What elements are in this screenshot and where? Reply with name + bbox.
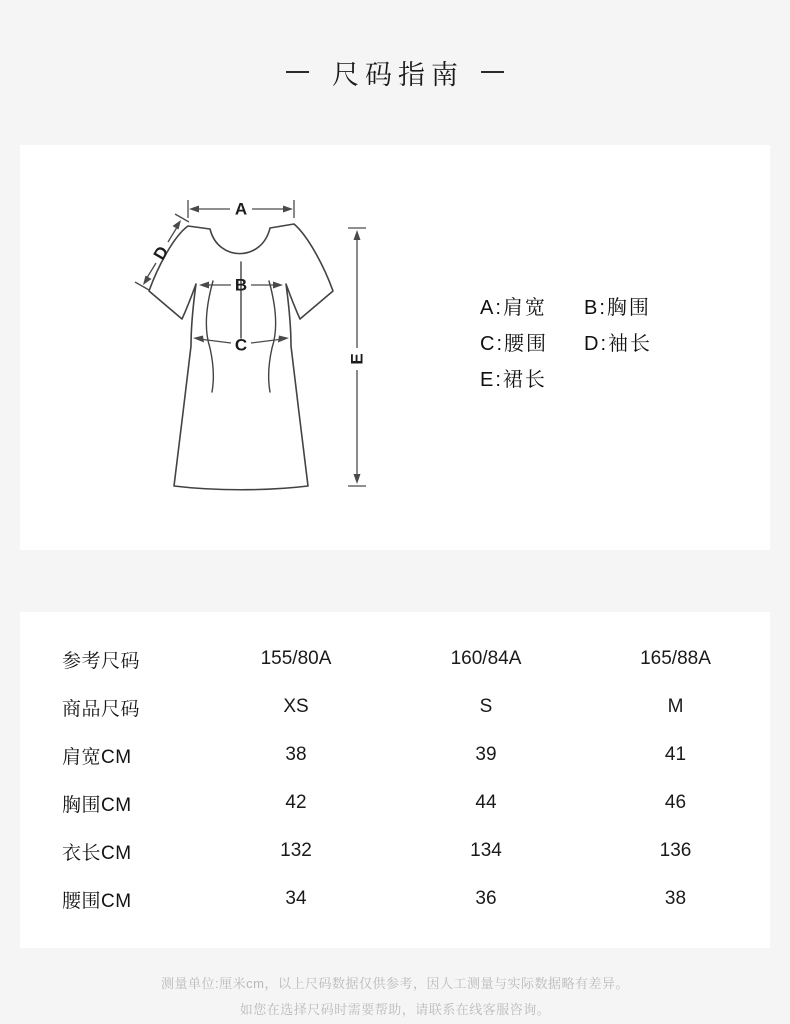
page-title: 尺码指南 (332, 59, 464, 90)
row-value: 39 (475, 744, 497, 765)
table-row-garment-length-cm (20, 827, 770, 875)
row-value: 46 (664, 792, 687, 813)
legend-item-waist: C:腰围 (480, 333, 548, 355)
row-value: 165/88A (640, 648, 711, 669)
row-value: 136 (659, 840, 692, 861)
row-value: 134 (470, 840, 502, 861)
row-value: 38 (664, 888, 687, 909)
size-table-card (20, 612, 770, 948)
row-value: S (479, 696, 493, 717)
size-table (20, 612, 770, 923)
measure-label-c: C (234, 335, 248, 355)
row-label: 衣长CM (62, 842, 132, 864)
row-value: 42 (285, 792, 307, 813)
legend-item-length: E:裙长 (480, 369, 547, 391)
table-row-waist-cm (20, 875, 770, 923)
legend-item-shoulder: A:肩宽 (480, 297, 547, 319)
row-label: 商品尺码 (62, 698, 141, 720)
title-dash-left (286, 71, 309, 73)
size-diagram-card (20, 145, 770, 550)
row-value: 36 (475, 888, 497, 909)
row-value: 155/80A (260, 648, 332, 669)
measurement-legend (480, 297, 652, 392)
table-row-shoulder-cm (20, 731, 770, 779)
title-bar (0, 52, 790, 92)
legend-item-sleeve: D:袖长 (584, 333, 652, 355)
footer-note (0, 971, 790, 1023)
dress-measurement-diagram (120, 178, 380, 510)
row-label: 肩宽CM (62, 746, 132, 768)
measure-label-e: E (347, 353, 367, 365)
title-dash-right (481, 71, 504, 73)
row-label: 参考尺码 (62, 650, 141, 672)
row-label: 腰围CM (62, 890, 132, 912)
row-value: 41 (664, 744, 687, 765)
measure-label-d: D (149, 242, 173, 264)
row-value: 34 (285, 888, 307, 909)
row-label: 胸围CM (62, 794, 132, 816)
row-value: XS (283, 696, 309, 717)
row-value: M (667, 696, 684, 717)
table-row-reference-size (20, 635, 770, 683)
measure-label-a: A (234, 199, 248, 219)
row-value: 132 (280, 840, 312, 861)
row-value: 38 (285, 744, 307, 765)
table-row-bust-cm (20, 779, 770, 827)
row-value: 44 (475, 792, 497, 813)
measure-label-b: B (234, 275, 248, 295)
row-value: 160/84A (450, 648, 522, 669)
footer-line-1: 测量单位:厘米cm，以上尺码数据仅供参考，因人工测量与实际数据略有差异。 (161, 976, 629, 991)
footer-line-2: 如您在选择尺码时需要帮助，请联系在线客服咨询。 (239, 1002, 551, 1017)
table-row-product-size (20, 683, 770, 731)
legend-item-bust: B:胸围 (584, 297, 651, 319)
